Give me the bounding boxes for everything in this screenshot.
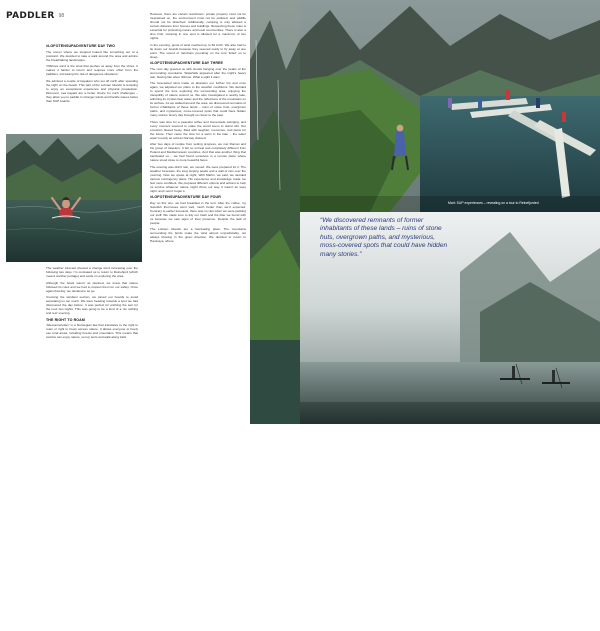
paragraph: The forecasted wind made us abandon our further trip and once again, we adjusted our plans to the weather conditions. We decided to spend the time exploring the surrounding area, enjoying the tranquillity of nature around us. We also investigated a nearby lake, admiring its crystal clear water and the reflections of the mountains on its surface. As we walked around the area, we discovered remnants of former inhabitants of these lands – ruins of stone huts, overgrown paths, and mysterious, moss-covered spots that could have hidden many stories. Every day brought us closer to the past. bbox=[150, 81, 246, 118]
page-number: 98 bbox=[58, 13, 65, 19]
paragraph: 'Offshore wind is the wind that pushes us away from the shore. It makes it harder to return and requires more effort from the paddlers, increasing the risk of dangerous situations.' bbox=[46, 64, 138, 77]
paragraph: Day on this one, we had breakfast in the tent. After the coffee, my Swedish thermoses went well, much better than we'd expected. Contrary to earlier forecasts, there was no rain when we were packing our stuff. We made sure to tidy our trash and the litter we found with us because we saw signs of their presence. Despite the lack of people. bbox=[150, 200, 246, 225]
section-heading: #LOFOTENSUPADVENTURE DAY TWO bbox=[46, 44, 116, 48]
paragraph: The evening was didn't rain, we moved. We were prepared for it. The weather forecasts, the long sloping peaks and a wall of rain over the morning. Now we spoke at night. With Martin, we said, we decided various contingency plans. His experience and knowledge made me feel more confident. We prepared different options and actions to help us survive whatever nature might throw our way. It wasn't an easy night, and I won't forget it. bbox=[150, 164, 246, 193]
brand-logo: PADDLER bbox=[6, 11, 55, 21]
right-page bbox=[300, 0, 600, 631]
section-heading: #LOFOTENSUPADVENTURE DAY THREE bbox=[150, 61, 224, 65]
paragraph: In the evening, gusts of wind reached up to 60 km/h. We also had to tie down our boards because they seemed ready to fly away at one point. The sound of raindrops pounding on the tent 'lulled' us to sleep... bbox=[150, 42, 246, 59]
mountain-strip-graphic bbox=[250, 0, 300, 424]
mountain-gutter-photo bbox=[250, 0, 300, 424]
left-masthead bbox=[6, 10, 64, 22]
brand-logo: PADDLER bbox=[510, 621, 559, 631]
paragraph: The weather forecast showed a change wind increasing over the following two days. I'm motivated us to return to Reinefjord (which means another portage) and settle on exploring the area. bbox=[46, 266, 138, 278]
section-heading: #LOFOTENSUPADVENTURE DAY FOUR bbox=[150, 195, 221, 200]
article-column-2 bbox=[150, 12, 246, 246]
paragraph: We admired a couple of kayakers who set off north after spending the night on the beach. This part of the Lofoten Islands is tempting to enjoy an exceptional experience and physical preparation. Moreover, sea kayaks are a better choice for such challenges – they allow you to paddle in stronger winds and handle waves better than SUP boards. bbox=[46, 78, 139, 103]
paragraph: The Lofoten Islands are a fascinating place. The mountains surrounding the fjords make the wind almost unpredictably, not always blowing in the given direction. We decided to return to Hamnøya, where bbox=[150, 227, 246, 244]
paragraph: The next day greeted us with clouds hanging over the peaks of the surrounding mountains. Waterfalls appeared after the night's heavy rain, flowing like silver ribbons. What a sight it was! bbox=[150, 66, 246, 79]
article-column-1 bbox=[46, 43, 138, 105]
paragraph: The corner where we stopped looked like something out of a postcard. We decided to take a walk around the area and admire the breathtaking landscapes. bbox=[46, 49, 138, 62]
paragraph: 'Allemannsretten' is a Norwegian law that translates to the right to roam or right to freely access nature. It allows everyone to freely use rural areas, including forests and mountains. This means that tourists can enjoy nature, set up tents and walk along trails bbox=[46, 323, 138, 340]
section-heading: THE RIGHT TO ROAM bbox=[46, 317, 85, 322]
right-masthead bbox=[510, 621, 568, 631]
pull-quote: “We discovered remnants of former inhabitants of these lands – ruins of stone huts, overgrown paths, and mysterious, moss-covered spots that could have hidden many stories.” bbox=[320, 217, 448, 258]
article-column-1-continued bbox=[46, 266, 138, 342]
paddleboards-photo-graphic bbox=[300, 0, 600, 212]
paragraph: There was time for a peaceful coffee and homemade swinging, and every moment seemed to make the world seem to stand still. Our emotions flowed freely, filled with laughter, memories, and plans for the future. Then came the time for a swim in the lake – the water wasn't nearly as cold as Norway claimed. bbox=[150, 119, 246, 140]
left-page bbox=[0, 0, 300, 424]
paragraph: Although the boats wasn't as planned, we knew that nature followed its rules and we had to respect them for our safety. Once again that day, we decided to let go. bbox=[46, 280, 138, 293]
page-number: 99 bbox=[562, 623, 569, 629]
photo-caption: Although the sun was missing, we couldn't complain – we were paddling in a magical atmosphere bbox=[450, 611, 562, 619]
lake-swimmer-photo bbox=[6, 134, 142, 262]
photo-caption: Mart: SUP experiences – revealing on a tour to Reinefjorded bbox=[448, 201, 539, 205]
paragraph: Crossing the windiest section, we joined our boards to avoid separating us too much. We were heading towards a spot we had discovered the day before. It was perfect for pitching the tent for the next two nights. This was going to be a kind of a 'do nothing and rest' evening. bbox=[46, 295, 138, 315]
paddleboards-shore-photo bbox=[300, 0, 600, 212]
lake-photo-graphic bbox=[6, 134, 142, 262]
paragraph: However, there are certain restrictions: private property must not be trespassed on, the environment must not be polluted, and wildlife should not be disturbed. Additionally, camping is only allowed a certain distance from houses and buildings. Respecting these rules is essential for protecting nature and local communities. There is also a time limit: camping in one spot is allowed for a maximum of two nights. bbox=[150, 12, 246, 40]
paragraph: After two days of respite from setting progress, we met Roman and his group of travelers. It felt so surreal and completely different from Poland and Mediterranean countries. And that was another thing that captivated us – we had found ourselves in a remote place where nature stood close to more beautiful faces. bbox=[150, 142, 246, 163]
